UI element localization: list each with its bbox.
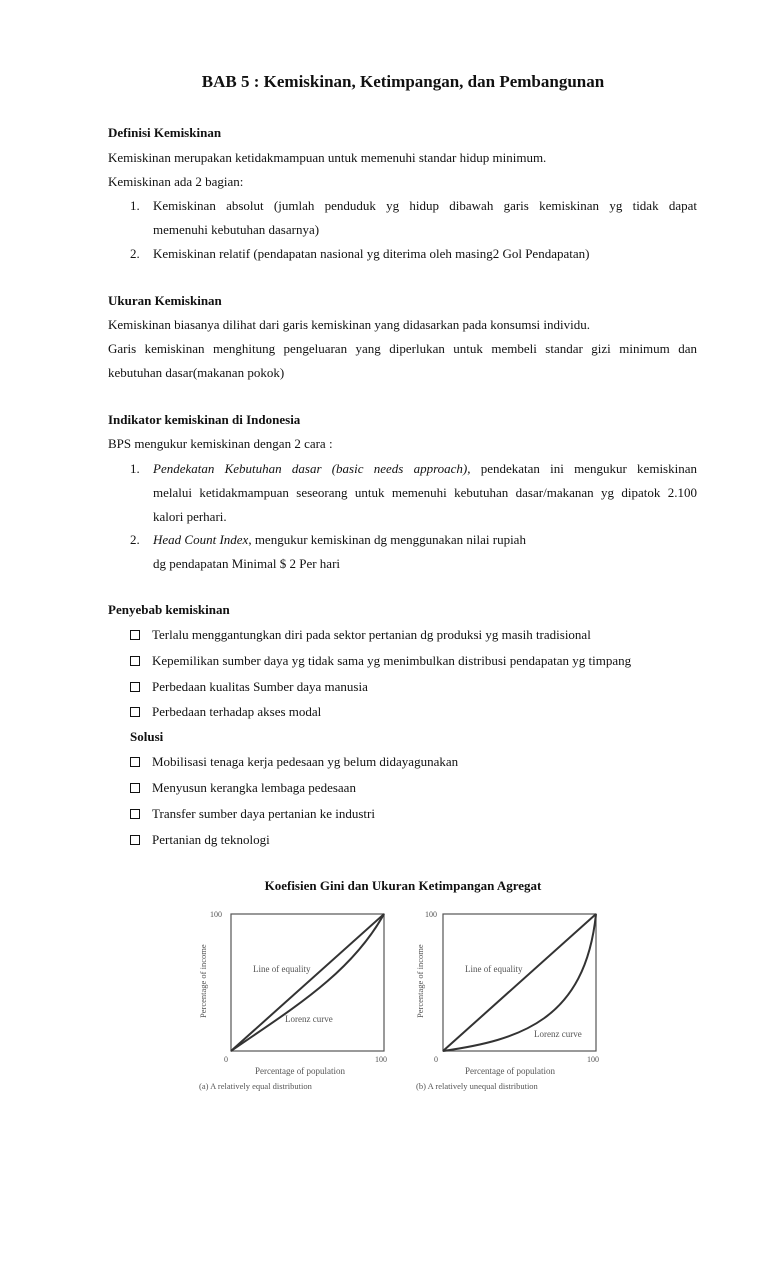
figure-title: Koefisien Gini dan Ukuran Ketimpangan Agregat (264, 878, 542, 893)
ukuran-paragraph-1: Kemiskinan biasanya dilihat dari garis kemiskinan yang didasarkan pada konsumsi individu. (108, 317, 590, 332)
bullet-item: Mobilisasi tenaga kerja pedesaan yg belum didayagunakan (152, 754, 459, 769)
chart-b-ylabel: Percentage of income (415, 944, 425, 1018)
chart-a-xtick-0: 0 (224, 1055, 228, 1064)
italic-term: Head Count Index (153, 532, 249, 547)
chart-b (415, 910, 599, 1091)
section-heading-definisi: Definisi Kemiskinan (108, 125, 222, 140)
section-heading-indikator: Indikator kemiskinan di Indonesia (108, 412, 301, 427)
chart-b-label-equality: Line of equality (465, 964, 523, 974)
chart-b-caption: (b) A relatively unequal distribution (416, 1081, 538, 1091)
chart-a-ylabel: Percentage of income (198, 944, 208, 1018)
italic-term: Pendekatan Kebutuhan dasar (basic needs approach) (153, 461, 468, 476)
list-item-text: Kemiskinan relatif (pendapatan nasional yg diterima oleh masing2 Gol Pendapatan) (153, 246, 590, 261)
chart-a (198, 910, 387, 1091)
bullet-item: Terlalu menggantungkan diri pada sektor pertanian dg produksi yg masih tradisional (152, 627, 591, 642)
list-item-text: Head Count Index, mengukur kemiskinan dg menggunakan nilai rupiah (153, 532, 526, 547)
ukuran-paragraph-2-continued: kebutuhan dasar(makanan pokok) (108, 365, 285, 380)
ukuran-paragraph-2: Garis kemiskinan menghitung pengeluaran yang diperlukan untuk membeli standar gizi minimum dan (108, 341, 697, 356)
chart-a-label-lorenz: Lorenz curve (285, 1014, 333, 1024)
chart-a-label-equality: Line of equality (253, 964, 311, 974)
chart-b-label-lorenz: Lorenz curve (534, 1029, 582, 1039)
bullet-item: Transfer sumber daya pertanian ke industri (152, 806, 375, 821)
list-number: 2. (130, 532, 140, 547)
chart-a-caption: (a) A relatively equal distribution (199, 1081, 312, 1091)
section-heading-ukuran: Ukuran Kemiskinan (108, 293, 222, 308)
chart-b-xtick-0: 0 (434, 1055, 438, 1064)
list-item-text: Kemiskinan absolut (jumlah penduduk yg hidup dibawah garis kemiskinan yg tidak dapat (153, 198, 697, 213)
chart-a-ytick-100: 100 (210, 910, 222, 919)
bullet-item: Pertanian dg teknologi (152, 832, 270, 847)
list-item-text-continued: memenuhi kebutuhan dasarnya) (153, 222, 320, 237)
list-number: 1. (130, 461, 140, 476)
chart-b-xtick-100: 100 (587, 1055, 599, 1064)
list-number: 2. (130, 246, 140, 261)
list-item-text-continued: melalui ketidakmampuan seseorang untuk memenuhi kebutuhan dasar/makanan yg dipatok 2.100 (153, 485, 697, 500)
chart-a-xtick-100: 100 (375, 1055, 387, 1064)
bullet-item: Perbedaan terhadap akses modal (152, 704, 322, 719)
list-item-text-continued: dg pendapatan Minimal $ 2 Per hari (153, 556, 341, 571)
list-item-text-continued: kalori perhari. (153, 509, 227, 524)
bullet-item: Menyusun kerangka lembaga pedesaan (152, 780, 356, 795)
chart-a-xlabel: Percentage of population (255, 1066, 345, 1076)
section-heading-penyebab: Penyebab kemiskinan (108, 602, 230, 617)
list-item-text: Pendekatan Kebutuhan dasar (basic needs approach), pendekatan ini mengukur kemiskinan (153, 461, 697, 476)
chart-b-ytick-100: 100 (425, 910, 437, 919)
list-number: 1. (130, 198, 140, 213)
bullet-item: Perbedaan kualitas Sumber daya manusia (152, 679, 368, 694)
definisi-paragraph-2: Kemiskinan ada 2 bagian: (108, 174, 244, 189)
chart-b-xlabel: Percentage of population (465, 1066, 555, 1076)
section-heading-solusi: Solusi (130, 729, 164, 744)
bullet-item: Kepemilikan sumber daya yg tidak sama yg menimbulkan distribusi pendapatan yg timpang (152, 653, 632, 668)
chart-a-line-of-equality (231, 914, 384, 1051)
definisi-paragraph-1: Kemiskinan merupakan ketidakmampuan untuk memenuhi standar hidup minimum. (108, 150, 547, 165)
indikator-paragraph-1: BPS mengukur kemiskinan dengan 2 cara : (108, 436, 333, 451)
page-title: BAB 5 : Kemiskinan, Ketimpangan, dan Pembangunan (201, 72, 605, 91)
